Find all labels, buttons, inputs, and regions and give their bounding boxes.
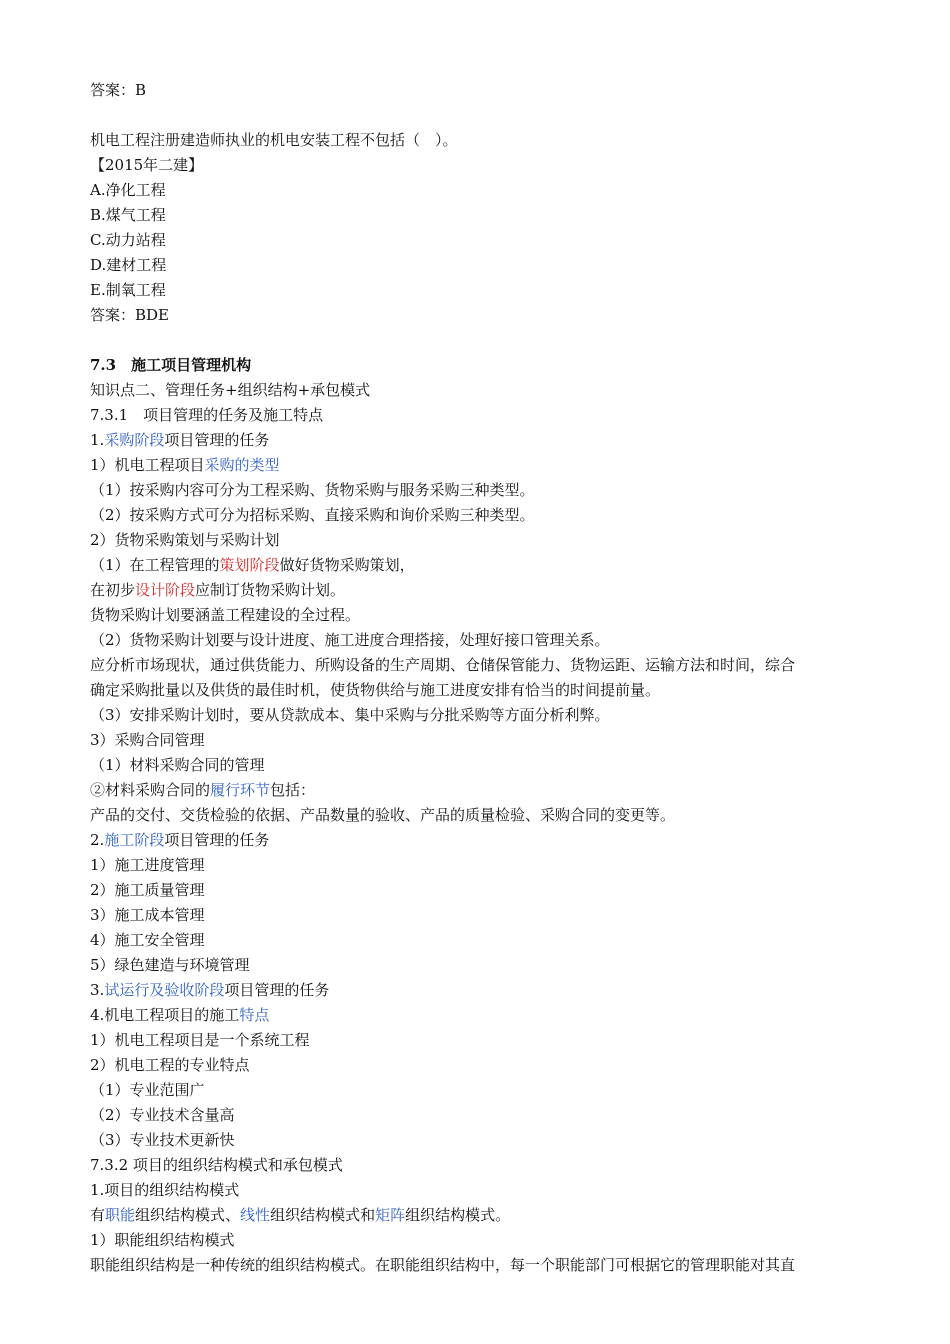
question-stem: 机电工程注册建造师执业的机电安装工程不包括（ ）。	[90, 131, 458, 149]
paragraph: 2）施工质量管理	[90, 881, 205, 899]
text: 有	[90, 1206, 106, 1224]
option-a: A.净化工程	[90, 181, 166, 199]
paragraph	[90, 778, 890, 803]
subsection-title: 7.3.1 项目管理的任务及施工特点	[90, 406, 324, 424]
paragraph	[90, 578, 890, 603]
text: ②材料采购合同的	[90, 781, 211, 799]
paragraph: 货物采购计划要涵盖工程建设的全过程。	[90, 606, 361, 624]
text: 组织结构模式、	[135, 1206, 241, 1224]
paragraph	[90, 978, 890, 1003]
paragraph: 确定采购批量以及供货的最佳时机，使货物供给与施工进度安排有恰当的时间提前量。	[90, 681, 661, 699]
paragraph	[90, 1203, 890, 1228]
paragraph	[90, 453, 890, 478]
paragraph: （3）专业技术更新快	[90, 1131, 235, 1149]
paragraph	[90, 428, 890, 453]
highlight-text: 设计阶段	[135, 581, 196, 599]
text: （1）在工程管理的	[90, 556, 220, 574]
highlight-text: 采购的类型	[204, 456, 280, 474]
text: 项目管理的任务	[164, 431, 270, 449]
highlight-text: 特点	[239, 1006, 270, 1024]
text: 在初步	[90, 581, 136, 599]
option-b: B.煤气工程	[90, 206, 166, 224]
paragraph: （2）货物采购计划要与设计进度、施工进度合理搭接，处理好接口管理关系。	[90, 631, 610, 649]
option-e: E.制氧工程	[90, 281, 166, 299]
text: 包括：	[270, 781, 316, 799]
text: 4.机电工程项目的施工	[90, 1006, 240, 1024]
paragraph: 2）货物采购策划与采购计划	[90, 531, 280, 549]
highlight-text: 试运行及验收阶段	[104, 981, 225, 999]
paragraph: 3）采购合同管理	[90, 731, 205, 749]
paragraph: （1）专业范围广	[90, 1081, 205, 1099]
highlight-text: 履行环节	[210, 781, 271, 799]
paragraph: 1.项目的组织结构模式	[90, 1181, 240, 1199]
section-title: 7.3 施工项目管理机构	[90, 356, 252, 374]
text: 3.	[90, 981, 105, 999]
text: 2.	[90, 831, 105, 849]
paragraph: （2）按采购方式可分为招标采购、直接采购和询价采购三种类型。	[90, 506, 535, 524]
paragraph: 1）机电工程项目是一个系统工程	[90, 1031, 310, 1049]
text: 1）机电工程项目	[90, 456, 205, 474]
highlight-text: 施工阶段	[104, 831, 165, 849]
text: 组织结构模式和	[270, 1206, 376, 1224]
spacer	[90, 328, 890, 353]
text: 做好货物采购策划，	[279, 556, 415, 574]
question-source: 【2015年二建】	[90, 156, 204, 174]
paragraph: （1）按采购内容可分为工程采购、货物采购与服务采购三种类型。	[90, 481, 535, 499]
highlight-text: 采购阶段	[104, 431, 165, 449]
document-page	[90, 78, 890, 1278]
paragraph	[90, 1003, 890, 1028]
highlight-text: 矩阵	[375, 1206, 406, 1224]
highlight-text: 职能	[105, 1206, 136, 1224]
paragraph: 3）施工成本管理	[90, 906, 205, 924]
option-c: C.动力站程	[90, 231, 166, 249]
paragraph	[90, 553, 890, 578]
paragraph: （2）专业技术含量高	[90, 1106, 235, 1124]
paragraph: （3）安排采购计划时，要从贷款成本、集中采购与分批采购等方面分析利弊。	[90, 706, 610, 724]
paragraph: 职能组织结构是一种传统的组织结构模式。在职能组织结构中，每一个职能部门可根据它的管理职能对其直	[90, 1256, 796, 1274]
paragraph: 5）绿色建造与环境管理	[90, 956, 250, 974]
paragraph: 2）机电工程的专业特点	[90, 1056, 250, 1074]
paragraph: （1）材料采购合同的管理	[90, 756, 265, 774]
question-answer: 答案：BDE	[90, 306, 169, 324]
paragraph: 产品的交付、交货检验的依据、产品数量的验收、产品的质量检验、采购合同的变更等。	[90, 806, 676, 824]
text: 项目管理的任务	[224, 981, 330, 999]
highlight-text: 策划阶段	[219, 556, 280, 574]
text: 组织结构模式。	[405, 1206, 511, 1224]
text: 应制订货物采购计划。	[195, 581, 346, 599]
highlight-text: 线性	[240, 1206, 271, 1224]
paragraph	[90, 828, 890, 853]
subsection-title: 7.3.2 项目的组织结构模式和承包模式	[90, 1156, 343, 1174]
text: 1.	[90, 431, 105, 449]
paragraph: 4）施工安全管理	[90, 931, 205, 949]
paragraph: 1）施工进度管理	[90, 856, 205, 874]
paragraph: 1）职能组织结构模式	[90, 1231, 235, 1249]
option-d: D.建材工程	[90, 256, 167, 274]
paragraph: 应分析市场现状，通过供货能力、所购设备的生产周期、仓储保管能力、货物运距、运输方法和时间，综合	[90, 656, 796, 674]
spacer	[90, 103, 890, 128]
answer-line: 答案：B	[90, 81, 147, 99]
text: 项目管理的任务	[164, 831, 270, 849]
knowledge-point: 知识点二、管理任务+组织结构+承包模式	[90, 381, 371, 399]
